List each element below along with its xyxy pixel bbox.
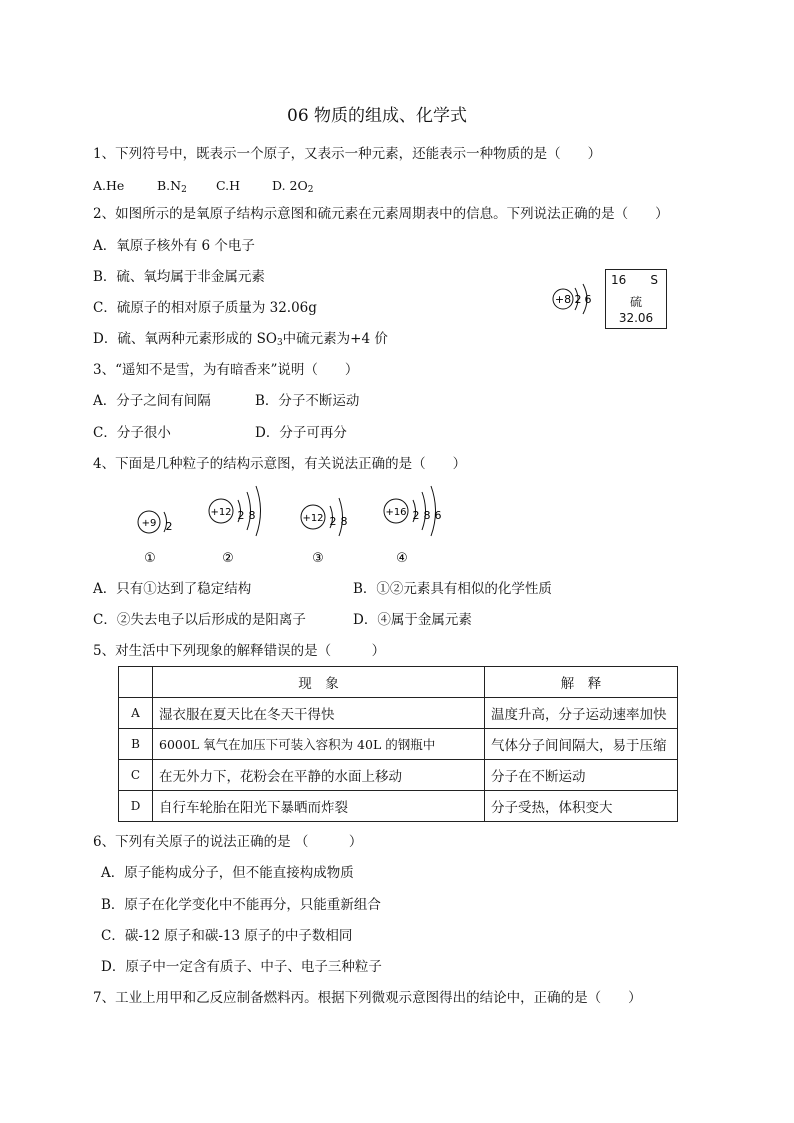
table-row-label: C [119, 760, 153, 791]
table-cell-explanation: 分子在不断运动 [485, 760, 678, 791]
question-4-option-c: C．②失去电子以后形成的是阳离子 [93, 612, 306, 628]
oxygen-shell-1-count: 2 [574, 293, 582, 306]
table-cell-phenomenon: 在无外力下，花粉会在平静的水面上移动 [153, 760, 485, 791]
question-3-option-c: C．分子很小 [93, 425, 171, 441]
particle-2-shell-1: 2 [237, 509, 245, 522]
particle-4-label: ④ [396, 551, 408, 566]
table-cell-explanation: 气体分子间间隔大，易于压缩 [485, 729, 678, 760]
particle-4-shell-3: 6 [434, 509, 442, 522]
oxygen-atom-diagram [548, 278, 604, 322]
element-number: 16 [611, 273, 627, 287]
table-row [119, 698, 678, 729]
element-mass: 32.06 [618, 311, 654, 325]
table-cell-phenomenon: 湿衣服在夏天比在冬天干得快 [153, 698, 485, 729]
table-header-cell [119, 667, 153, 698]
question-1-option-c: C.H [216, 178, 240, 193]
phenomena-table [118, 666, 678, 822]
question-3-option-d: D．分子可再分 [255, 425, 347, 441]
table-cell-explanation: 温度升高，分子运动速率加快 [485, 698, 678, 729]
particle-1-shell-1: 2 [165, 520, 173, 533]
question-3-option-a: A．分子之间有间隔 [93, 393, 211, 409]
question-4-stem: 4、下面是几种粒子的结构示意图，有关说法正确的是（ ） [93, 456, 467, 472]
particle-3-shell-1: 2 [329, 515, 337, 528]
element-symbol: S [650, 273, 658, 287]
question-6-stem: 6、下列有关原子的说法正确的是 （ ） [93, 834, 363, 850]
page-title: 06 物质的组成、化学式 [287, 106, 468, 126]
oxygen-shell-2-count: 6 [584, 293, 592, 306]
particle-2-charge: +12 [210, 507, 232, 518]
table-cell-phenomenon: 自行车轮胎在阳光下暴晒而炸裂 [153, 791, 485, 822]
question-1-option-d: D. $2O_2$ [272, 178, 314, 195]
question-4-option-b: B．①②元素具有相似的化学性质 [353, 581, 552, 597]
table-row [119, 729, 678, 760]
table-row [119, 791, 678, 822]
question-2-option-b: B．硫、氧均属于非金属元素 [93, 269, 265, 285]
particle-2-shell-arc-3 [256, 486, 261, 536]
sulfur-element-card [605, 269, 667, 329]
particle-4-charge: +16 [385, 507, 407, 518]
question-2-stem: 2、如图所示的是氧原子结构示意图和硫元素在元素周期表中的信息。下列说法正确的是（ ） [93, 206, 669, 222]
oxygen-nucleus-charge: +8 [554, 293, 572, 306]
particle-1-charge: +9 [141, 518, 157, 529]
question-6-option-a: A．原子能构成分子，但不能直接构成物质 [101, 865, 354, 881]
question-6-option-d: D．原子中一定含有质子、中子、电子三种粒子 [101, 959, 382, 975]
question-1-option-b: $B.N_2$ [157, 178, 187, 195]
particle-3-charge: +12 [302, 513, 324, 524]
table-row-label: A [119, 698, 153, 729]
particle-2-label: ② [222, 551, 234, 566]
table-header-row [119, 667, 678, 698]
question-2-option-a: A．氧原子核外有 6 个电子 [93, 238, 255, 254]
question-3-stem: 3、“遥知不是雪，为有暗香来”说明（ ） [93, 362, 359, 378]
table-row [119, 760, 678, 791]
question-2-option-c: C．硫原子的相对原子质量为 32.06g [93, 300, 317, 316]
particle-3-shell-2: 8 [340, 515, 348, 528]
table-cell-phenomenon: 6000L 氧气在加压下可装入容积为 40L 的钢瓶中 [153, 729, 485, 760]
question-1-stem: 1、下列符号中，既表示一个原子，又表示一种元素，还能表示一种物质的是（ ） [93, 146, 602, 162]
question-4-option-d: D．④属于金属元素 [353, 612, 472, 628]
question-6-option-b: B．原子在化学变化中不能再分，只能重新组合 [101, 897, 381, 913]
table-header-phenomenon: 现 象 [153, 667, 485, 698]
question-6-option-c: C．碳-12 原子和碳-13 原子的中子数相同 [101, 928, 353, 944]
table-row-label: D [119, 791, 153, 822]
particle-4-shell-2: 8 [423, 509, 431, 522]
particle-structure-diagrams [128, 482, 458, 572]
question-4-option-a: A．只有①达到了稳定结构 [93, 581, 252, 597]
question-7-stem: 7、工业上用甲和乙反应制备燃料丙。根据下列微观示意图得出的结论中，正确的是（ ） [93, 990, 642, 1006]
question-2-option-d: D．硫、氧两种元素形成的 $SO_3$中硫元素为+4 价 [93, 331, 388, 348]
question-3-option-b: B．分子不断运动 [255, 393, 360, 409]
particle-3-label: ③ [312, 551, 324, 566]
table-header-explanation: 解 释 [485, 667, 678, 698]
particle-1-label: ① [144, 551, 156, 566]
element-name: 硫 [629, 295, 642, 309]
table-cell-explanation: 分子受热，体积变大 [485, 791, 678, 822]
particle-4-shell-1: 2 [412, 509, 420, 522]
question-5-stem: 5、对生活中下列现象的解释错误的是（ ） [93, 643, 386, 659]
particle-2-shell-2: 8 [248, 509, 256, 522]
question-1-option-a: A.He [93, 178, 125, 193]
table-row-label: B [119, 729, 153, 760]
